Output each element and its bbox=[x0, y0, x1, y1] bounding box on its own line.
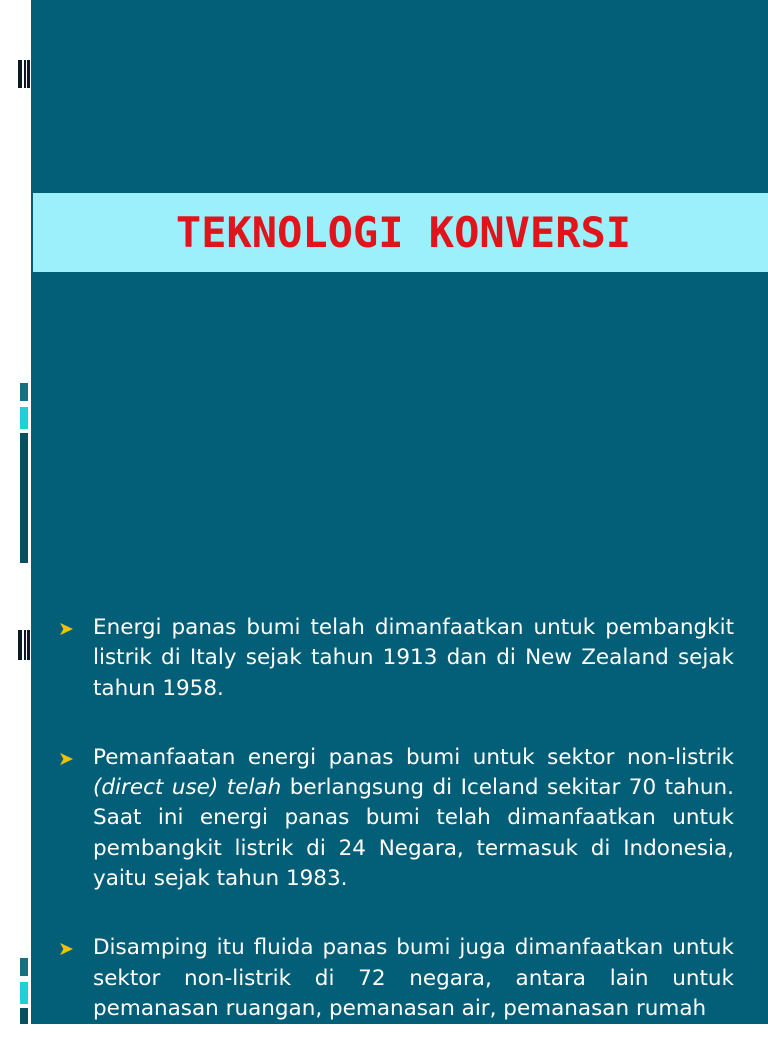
edge-mark-mid bbox=[20, 383, 28, 563]
arrow-bullet-icon: ➤ bbox=[58, 938, 74, 961]
title-band bbox=[33, 193, 768, 272]
bullet-text-italic-segment: (direct use) telah bbox=[93, 775, 282, 801]
bullet-text-segment: Disamping itu fluida panas bumi juga dimanfaatkan untuk sektor non-listrik di 72 negara, antara lain untuk pemanasan ruangan, pemanasan air, pemanasan rumah bbox=[93, 935, 734, 1021]
arrow-bullet-icon: ➤ bbox=[58, 747, 74, 770]
bullet-item bbox=[58, 933, 734, 1024]
arrow-bullet-icon: ➤ bbox=[58, 618, 74, 640]
bullet-text-segment: Pemanfaatan energi panas bumi untuk sektor non-listrik bbox=[93, 744, 734, 770]
bullet-item bbox=[58, 743, 734, 894]
bullet-text bbox=[93, 613, 734, 704]
edge-mark-top bbox=[18, 60, 30, 88]
bullet-text-segment: berlangsung di Iceland sekitar 70 tahun. Saat ini energi panas bumi telah dimanfaatkan untuk pembangkit listrik di 24 Negara, termasuk di Indonesia, yaitu sejak tahun 1983. bbox=[93, 775, 735, 892]
bullet-text bbox=[93, 743, 734, 894]
edge-mark-bottom bbox=[20, 958, 28, 1024]
slide-title: TEKNOLOGI KONVERSI bbox=[175, 208, 632, 257]
bullet-text bbox=[93, 933, 734, 1024]
bullet-text-segment: Energi panas bumi telah dimanfaatkan untuk pembangkit listrik di Italy sejak tahun 1913 dan di New Zealand sejak tahun 1958. bbox=[93, 615, 734, 701]
edge-mark-lower bbox=[18, 630, 30, 660]
bullet-list bbox=[58, 613, 734, 1063]
bullet-item bbox=[58, 613, 734, 704]
